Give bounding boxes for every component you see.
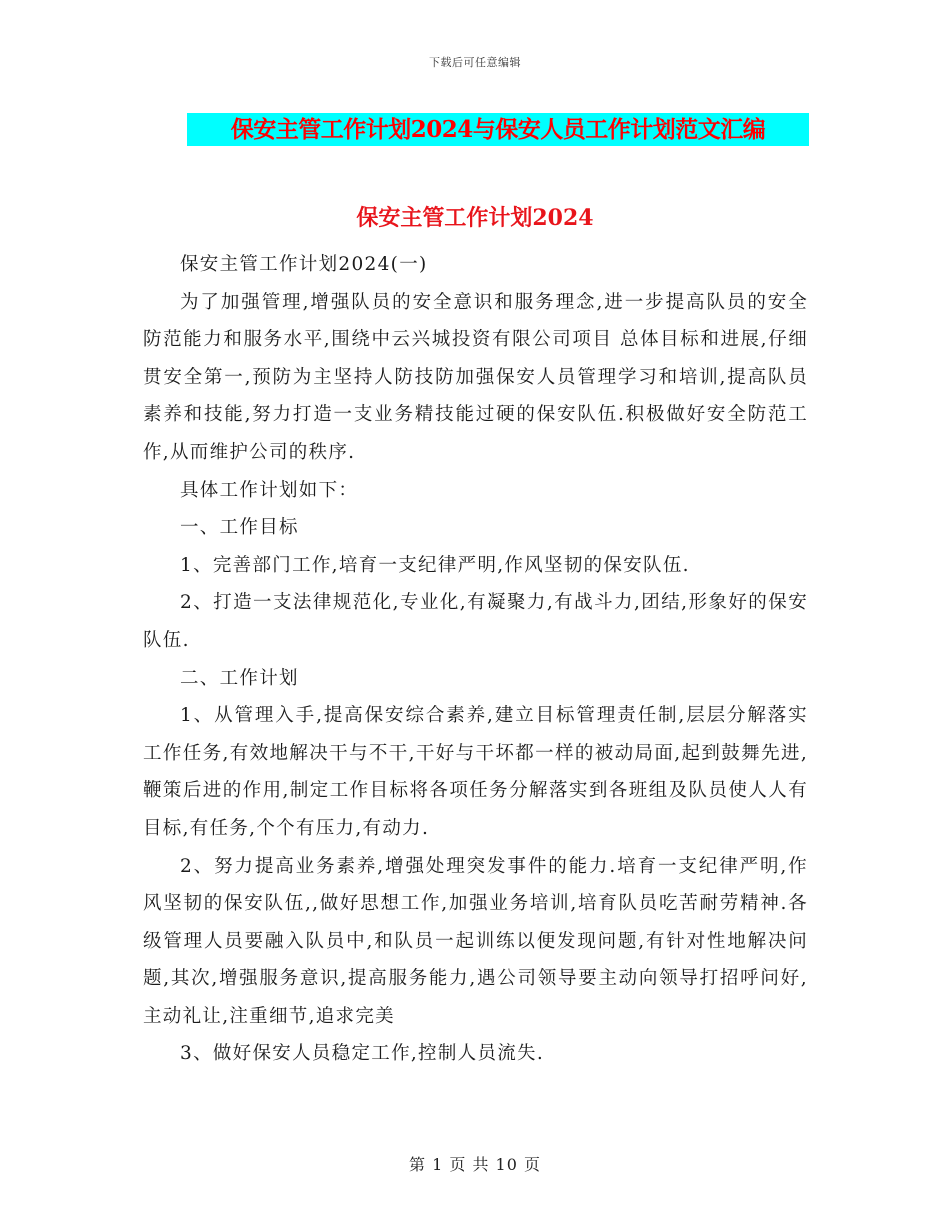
page-number-footer: 第 1 页 共 10 页 (409, 1155, 541, 1174)
section-title: 保安主管工作计划2024 (356, 205, 594, 231)
heading-work-goals: 一、工作目标 (180, 517, 299, 539)
document-title: 保安主管工作计划2024与保安人员工作计划范文汇编 (230, 116, 766, 143)
paragraph-plan-2: 2、努力提高业务素养,增强处理突发事件的能力.培育一支纪律严明,作风坚韧的保安队伍,,做好思想工作,加强业务培训,培育队员吃苦耐劳精神.各级管理人员要融入队员中,和队员一起训练以便发现问题,有针对性地解决问题,其次,增强服务意识,提高服务能力,遇公司领导要主动向领导打招呼问好,主动礼让,注重细节,追求完美 (143, 855, 808, 1027)
paragraph-goal-1: 1、完善部门工作,培育一支纪律严明,作风坚韧的保安队伍. (180, 554, 690, 576)
paragraph-plan-1: 1、从管理入手,提高保安综合素养,建立目标管理责任制,层层分解落实工作任务,有效地解决干与不干,干好与干坏都一样的被动局面,起到鼓舞先进,鞭策后进的作用,制定工作目标将各项任务分解落实到各班组及队员使人人有目标,有任务,个个有压力,有动力. (143, 705, 808, 839)
paragraph-intro: 为了加强管理,增强队员的安全意识和服务理念,进一步提高队员的安全防范能力和服务水平,围绕中云兴城投资有限公司项目 总体目标和进展,仔细贯安全第一,预防为主坚持人防技防加强保安人员管理学习和培训,提高队员素养和技能,努力打造一支业务精技能过硬的保安队伍.积极做好安全防范工作,从而维护公司的秩序. (143, 291, 808, 463)
heading-work-plan: 二、工作计划 (180, 667, 299, 689)
paragraph-goal-2: 2、打造一支法律规范化,专业化,有凝聚力,有战斗力,团结,形象好的保安队伍. (143, 592, 808, 651)
document-body (143, 246, 808, 1073)
page-header-note: 下载后可任意编辑 (429, 56, 521, 69)
paragraph-plan-intro: 具体工作计划如下： (180, 479, 359, 501)
paragraph-subtitle: 保安主管工作计划2024(一) (180, 254, 428, 275)
paragraph-plan-3: 3、做好保安人员稳定工作,控制人员流失. (180, 1043, 545, 1065)
